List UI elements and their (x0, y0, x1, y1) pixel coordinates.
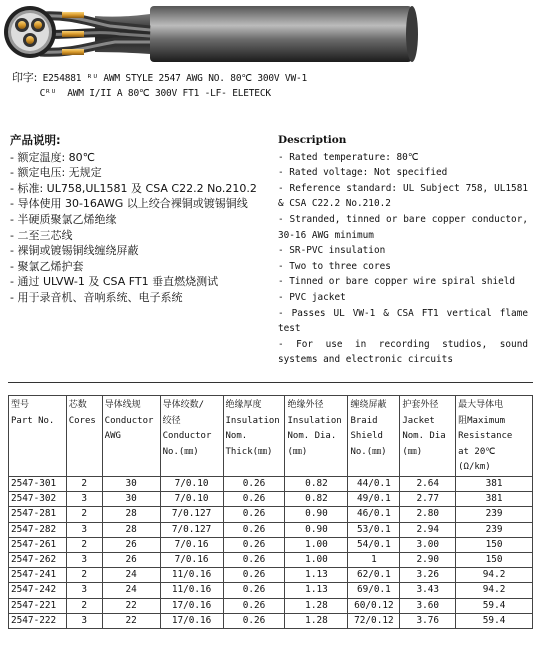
table-cell: 28 (102, 522, 160, 537)
column-header-line: Insulation (287, 415, 342, 426)
table-cell: 3.60 (400, 598, 456, 613)
table-header-row (9, 396, 533, 477)
table-cell: 0.90 (285, 507, 348, 522)
table-cell: 30 (102, 477, 160, 492)
table-cell: 3 (66, 583, 102, 598)
table-cell: 69/0.1 (348, 583, 400, 598)
cable-jacket (150, 6, 412, 62)
table-cell: 1.13 (285, 568, 348, 583)
column-header (285, 396, 348, 477)
cn-item: - 额定温度: 80℃ (10, 150, 96, 164)
table-cell: 0.26 (223, 613, 285, 628)
table-cell: 3.43 (400, 583, 456, 598)
column-header (400, 396, 456, 477)
column-header-line: AWG (104, 431, 121, 441)
table-cell: 0.26 (223, 477, 285, 492)
table-cell: 150 (456, 552, 533, 567)
table-cell: 44/0.1 (348, 477, 400, 492)
divider (8, 382, 533, 383)
table-cell: 2.80 (400, 507, 456, 522)
column-header (456, 396, 533, 477)
part-number-cell: 2547-282 (9, 522, 67, 537)
table-cell: 3 (66, 552, 102, 567)
en-item: - For use in recording studios, sound systems and electronic circuits (278, 338, 528, 366)
table-cell: 0.26 (223, 537, 285, 552)
column-header-line: Cores (68, 415, 96, 426)
table-body (9, 477, 533, 629)
table-cell: 94.2 (456, 583, 533, 598)
cn-item: - 用于录音机、音响系统、电子系统 (10, 290, 183, 304)
column-header-line: 最大导体电 (458, 400, 504, 410)
column-header-line: Insulation (225, 415, 280, 426)
table-cell: 26 (102, 552, 160, 567)
table-cell: 3.00 (400, 537, 456, 552)
table-cell: 2 (66, 537, 102, 552)
table-cell: 30 (102, 492, 160, 507)
column-header-line: Nom. Dia (402, 431, 446, 441)
table-cell: 1.13 (285, 583, 348, 598)
table-cell: 59.4 (456, 613, 533, 628)
table-cell: 150 (456, 537, 533, 552)
table-cell: 3.76 (400, 613, 456, 628)
marking-label: 印字: (12, 71, 38, 84)
column-header-line: 导体线规 (104, 400, 141, 410)
table-row (9, 583, 533, 598)
cn-item: - 半硬质聚氯乙烯绝缘 (10, 212, 117, 226)
table-cell: 0.90 (285, 522, 348, 537)
table-cell: 0.26 (223, 507, 285, 522)
column-header-line: (Ω/km) (458, 462, 491, 472)
table-cell: 24 (102, 583, 160, 598)
column-header-line: 绝缘外径 (287, 400, 324, 410)
part-number-cell: 2547-261 (9, 537, 67, 552)
table-cell: 72/0.12 (348, 613, 400, 628)
en-item: - Stranded, tinned or bare copper conductor, 30-16 AWG minimum (278, 213, 528, 241)
table-cell: 239 (456, 522, 533, 537)
cable-illustration (0, 0, 539, 68)
en-item: - Two to three cores (278, 260, 391, 272)
table-cell: 0.26 (223, 522, 285, 537)
table-row (9, 537, 533, 552)
table-row (9, 552, 533, 567)
column-header-line: Conductor (162, 431, 212, 441)
description-chinese (10, 133, 272, 306)
part-number-cell: 2547-242 (9, 583, 67, 598)
table-cell: 0.26 (223, 583, 285, 598)
cn-item: - 额定电压: 无规定 (10, 166, 102, 180)
table-cell: 26 (102, 537, 160, 552)
column-header (223, 396, 285, 477)
cn-item: - 通过 ULVW-1 及 CSA FT1 垂直燃烧测试 (10, 275, 219, 289)
table-cell: 0.82 (285, 477, 348, 492)
table-cell: 2.90 (400, 552, 456, 567)
table-row (9, 568, 533, 583)
table-cell: 1.00 (285, 552, 348, 567)
table-cell: 381 (456, 492, 533, 507)
column-header-line: (㎜) (287, 446, 308, 457)
table-cell: 2.64 (400, 477, 456, 492)
part-number-cell: 2547-241 (9, 568, 67, 583)
column-header-line: 芯数 (68, 400, 87, 410)
part-number-cell: 2547-302 (9, 492, 67, 507)
table-cell: 2 (66, 598, 102, 613)
column-header-line: 阻Maximum (458, 415, 506, 426)
column-header-line: Shield (350, 431, 383, 441)
part-number-cell: 2547-301 (9, 477, 67, 492)
table-row (9, 522, 533, 537)
table-cell: 0.26 (223, 568, 285, 583)
table-cell: 0.26 (223, 598, 285, 613)
part-number-cell: 2547-222 (9, 613, 67, 628)
cn-item: - 导体使用 30-16AWG 以上绞合裸铜或镀锡铜线 (10, 197, 248, 211)
table-row (9, 507, 533, 522)
part-number-cell: 2547-262 (9, 552, 67, 567)
column-header-line: No.(㎜) (350, 446, 387, 457)
column-header-line: 型号 (11, 400, 30, 410)
column-header-line: Braid (350, 415, 378, 426)
en-item: - Tinned or bare copper wire spiral shield (278, 276, 516, 288)
table-cell: 3.26 (400, 568, 456, 583)
column-header-line: Nom. Dia. (287, 431, 337, 441)
table-cell: 2 (66, 477, 102, 492)
table-cell: 1.28 (285, 613, 348, 628)
table-cell: 53/0.1 (348, 522, 400, 537)
table-cell: 46/0.1 (348, 507, 400, 522)
marking-line-2: Cᴿᵁ AWM I/II A 80℃ 300V FT1 -LF- ELETECK (39, 88, 271, 99)
table-cell: 0.26 (223, 492, 285, 507)
column-header-line: 绞径 (162, 415, 181, 426)
table-cell: 7/0.10 (160, 492, 223, 507)
table-cell: 62/0.1 (348, 568, 400, 583)
column-header-line: at 20℃ (458, 446, 496, 457)
table-row (9, 613, 533, 628)
column-header-line: 缠绕屏蔽 (350, 400, 387, 410)
table-cell: 0.26 (223, 552, 285, 567)
cn-heading: 产品说明: (10, 133, 61, 147)
cn-item: - 聚氯乙烯护套 (10, 259, 84, 273)
table-cell: 1.00 (285, 537, 348, 552)
column-header-line: (㎜) (402, 446, 423, 457)
table-cell: 0.82 (285, 492, 348, 507)
table-cell: 2 (66, 568, 102, 583)
column-header-line: Nom. (225, 431, 248, 441)
table-cell: 2.94 (400, 522, 456, 537)
table-row (9, 477, 533, 492)
table-cell: 24 (102, 568, 160, 583)
spec-table (8, 395, 533, 629)
en-item: - SR-PVC insulation (278, 245, 386, 257)
column-header (102, 396, 160, 477)
table-cell: 7/0.16 (160, 537, 223, 552)
column-header-line: No.(㎜) (162, 446, 199, 457)
column-header-line: 护套外径 (402, 400, 439, 410)
table-row (9, 492, 533, 507)
table-cell: 60/0.12 (348, 598, 400, 613)
column-header-line: Part No. (11, 415, 55, 426)
description-english (278, 133, 528, 368)
column-header-line: 绝缘厚度 (225, 400, 262, 410)
table-cell: 49/0.1 (348, 492, 400, 507)
table-cell: 2.77 (400, 492, 456, 507)
table-cell: 22 (102, 613, 160, 628)
table-cell: 239 (456, 507, 533, 522)
table-cell: 94.2 (456, 568, 533, 583)
table-cell: 7/0.127 (160, 522, 223, 537)
column-header-line: Jacket (402, 415, 435, 426)
table-cell: 381 (456, 477, 533, 492)
table-cell: 3 (66, 522, 102, 537)
marking-line-1: E254881 ᴿᵁ AWM STYLE 2547 AWG NO. 80℃ 300V VW-1 (42, 73, 308, 84)
table-cell: 3 (66, 492, 102, 507)
en-item: - Rated voltage: Not specified (278, 167, 448, 179)
table-cell: 17/0.16 (160, 598, 223, 613)
en-item: - Rated temperature: 80℃ (278, 151, 419, 163)
en-heading: Description (278, 134, 347, 146)
column-header (348, 396, 400, 477)
table-cell: 28 (102, 507, 160, 522)
table-cell: 1 (348, 552, 400, 567)
table-cell: 54/0.1 (348, 537, 400, 552)
cn-item: - 标准: UL758,UL1581 及 CSA C22.2 No.210.2 (10, 181, 257, 195)
column-header (66, 396, 102, 477)
table-cell: 3 (66, 613, 102, 628)
table-row (9, 598, 533, 613)
cn-item: - 裸铜或镀锡铜线缠绕屏蔽 (10, 244, 139, 258)
column-header-line: 导体绞数/ (162, 400, 205, 410)
column-header (160, 396, 223, 477)
en-item: - Passes UL VW-1 & CSA FT1 vertical flame test (278, 307, 528, 335)
column-header-line: Resistance (458, 431, 513, 441)
part-number-cell: 2547-221 (9, 598, 67, 613)
column-header-line: Conductor (104, 415, 154, 426)
table-cell: 59.4 (456, 598, 533, 613)
cn-item: - 二至三芯线 (10, 228, 73, 242)
column-header-line: Thick(㎜) (225, 446, 273, 457)
table-cell: 7/0.127 (160, 507, 223, 522)
table-cell: 22 (102, 598, 160, 613)
table-cell: 17/0.16 (160, 613, 223, 628)
column-header (9, 396, 67, 477)
table-cell: 7/0.16 (160, 552, 223, 567)
table-cell: 11/0.16 (160, 583, 223, 598)
en-item: - Reference standard: UL Subject 758, UL1581 & CSA C22.2 No.210.2 (278, 182, 528, 210)
part-number-cell: 2547-281 (9, 507, 67, 522)
table-cell: 1.28 (285, 598, 348, 613)
table-cell: 11/0.16 (160, 568, 223, 583)
en-item: - PVC jacket (278, 291, 346, 303)
table-cell: 7/0.10 (160, 477, 223, 492)
table-cell: 2 (66, 507, 102, 522)
print-marking (12, 70, 307, 101)
